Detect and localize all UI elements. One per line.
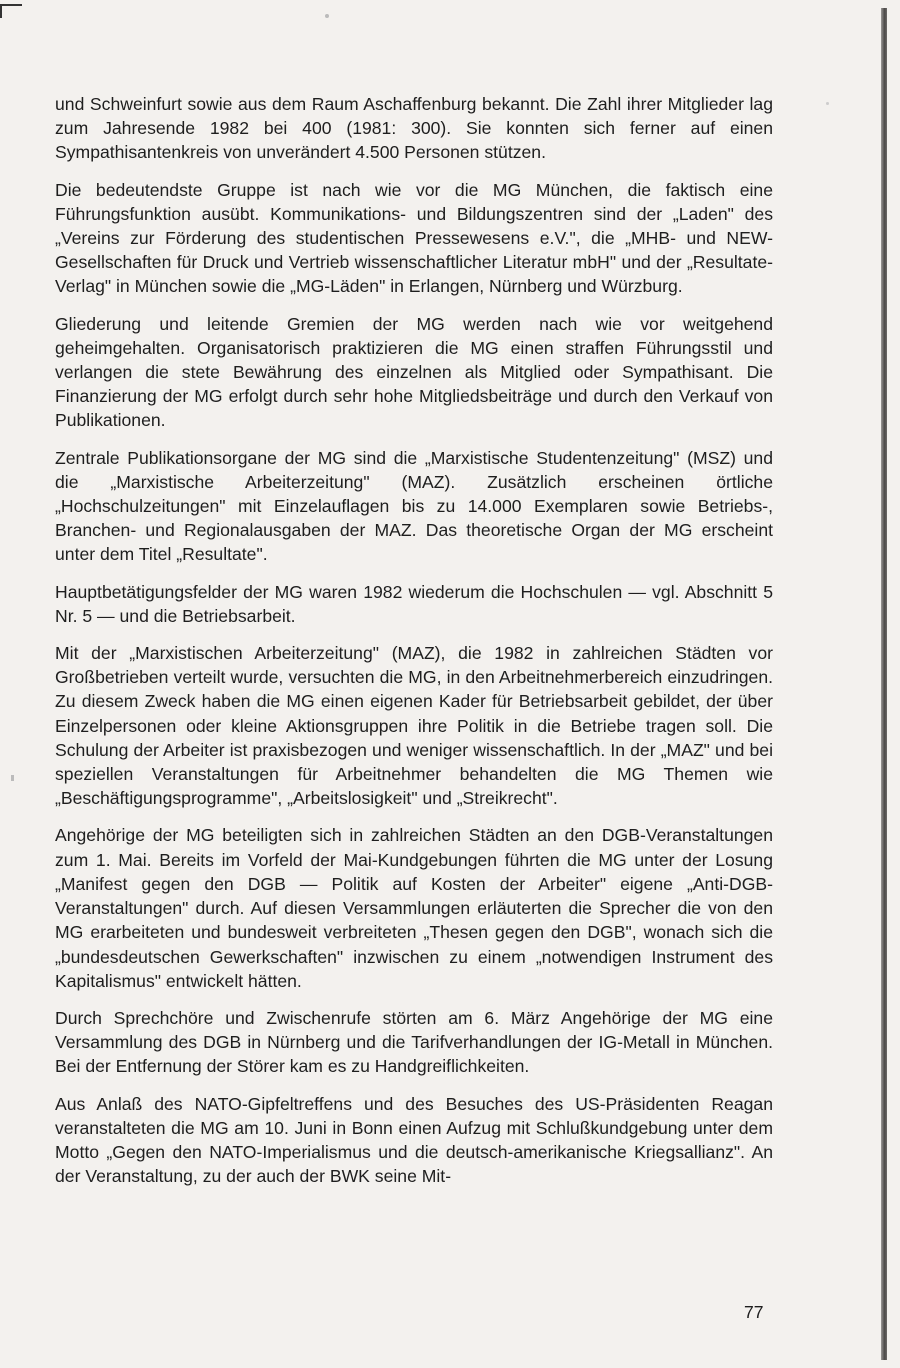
paragraph: und Schweinfurt sowie aus dem Raum Aschaffenburg bekannt. Die Zahl ihrer Mitglieder lag zum Jahresende 1982 bei 400 (1981: 300). Sie konnten sich ferner auf einen Sympathisantenkreis von unverändert 4.500 Personen stützen. — [55, 94, 773, 163]
scan-speck — [826, 102, 829, 105]
paragraph: Hauptbetätigungsfelder der MG waren 1982 wiederum die Hochschulen — vgl. Abschnitt 5 Nr. 5 — und die Betriebsarbeit. — [55, 581, 773, 626]
scan-speck — [11, 775, 14, 781]
paragraph: Aus Anlaß des NATO-Gipfeltreffens und des Besuches des US-Präsidenten Reagan veranstalteten die MG am 10. Juni in Bonn einen Aufzug mit Schlußkundgebung unter dem Motto „Gegen den NATO-Imperialismus und die deutsch-amerikanische Kriegsallianz". An der Veranstaltung, zu der auch der BWK seine Mit- — [55, 1093, 773, 1187]
paragraph: Mit der „Marxistischen Arbeiterzeitung" (MAZ), die 1982 in zahlreichen Städten vor Großbetrieben verteilt wurde, versuchten die MG, in den Arbeitnehmerbereich einzudringen. Zu diesem Zweck haben die MG einen eigenen Kader für Betriebsarbeit gebildet, der über Einzelpersonen oder kleine Aktionsgruppen ihre Politik in die Betriebe tragen soll. Die Schulung der Arbeiter ist praxisbezogen und weniger wissenschaftlich. In der „MAZ" und bei speziellen Veranstaltungen für Arbeitnehmer behandelten die MG Themen wie „Beschäftigungsprogramme", „Arbeitslosigkeit" und „Streikrecht". — [55, 643, 773, 809]
paragraph: Gliederung und leitende Gremien der MG werden nach wie vor weitgehend geheimgehalten. Organisatorisch praktizieren die MG einen straffen Führungsstil und verlangen die stete Bewährung des einzelnen als Mitglied oder Sympathisant. Die Finanzierung der MG erfolgt durch sehr hohe Mitgliedsbeiträge und durch den Verkauf von Publikationen. — [55, 313, 773, 431]
document-body — [55, 92, 773, 1201]
scan-corner-mark — [0, 4, 22, 6]
page-number: 77 — [744, 1302, 764, 1322]
paragraph: Die bedeutendste Gruppe ist nach wie vor die MG München, die faktisch eine Führungsfunktion ausübt. Kommunikations- und Bildungszentren sind der „Laden" des „Vereins zur Förderung des studentischen Pressewesens e.V.", die „MHB- und NEW-Gesellschaften für Druck und Vertrieb wissenschaftlicher Literatur mbH" und der „Resultate-Verlag" in München sowie die „MG-Läden" in Erlangen, Nürnberg und Würzburg. — [55, 179, 773, 297]
scan-corner-mark-vertical — [0, 4, 2, 18]
scan-edge-shadow — [881, 8, 887, 1360]
paragraph: Durch Sprechchöre und Zwischenrufe störten am 6. März Angehörige der MG eine Versammlung des DGB in Nürnberg und die Tarifverhandlungen der IG-Metall in München. Bei der Entfernung der Störer kam es zu Handgreiflichkeiten. — [55, 1007, 773, 1077]
paragraph: Angehörige der MG beteiligten sich in zahlreichen Städten an den DGB-Veranstaltungen zum 1. Mai. Bereits im Vorfeld der Mai-Kundgebungen führten die MG unter der Losung „Manifest gegen den DGB — Politik auf Kosten der Arbeiter" eigene „Anti-DGB-Veranstaltungen" durch. Auf diesen Versammlungen erläuterten die Sprecher die von den MG erarbeiteten und bundesweit verbreiteten „Thesen gegen den DGB", wonach sich die „bundesdeutschen Gewerkschaften" inzwischen zu einem „notwendigen Instrument des Kapitalismus" entwickelt hätten. — [55, 825, 773, 991]
paragraph: Zentrale Publikationsorgane der MG sind die „Marxistische Studentenzeitung" (MSZ) und die „Marxistische Arbeiterzeitung" (MAZ). Zusätzlich erscheinen örtliche „Hochschulzeitungen" mit Einzelauflagen bis zu 14.000 Exemplaren sowie Betriebs-, Branchen- und Regionalausgaben der MAZ. Das theoretische Organ der MG erscheint unter dem Titel „Resultate". — [55, 447, 773, 565]
scan-speck — [325, 14, 329, 18]
